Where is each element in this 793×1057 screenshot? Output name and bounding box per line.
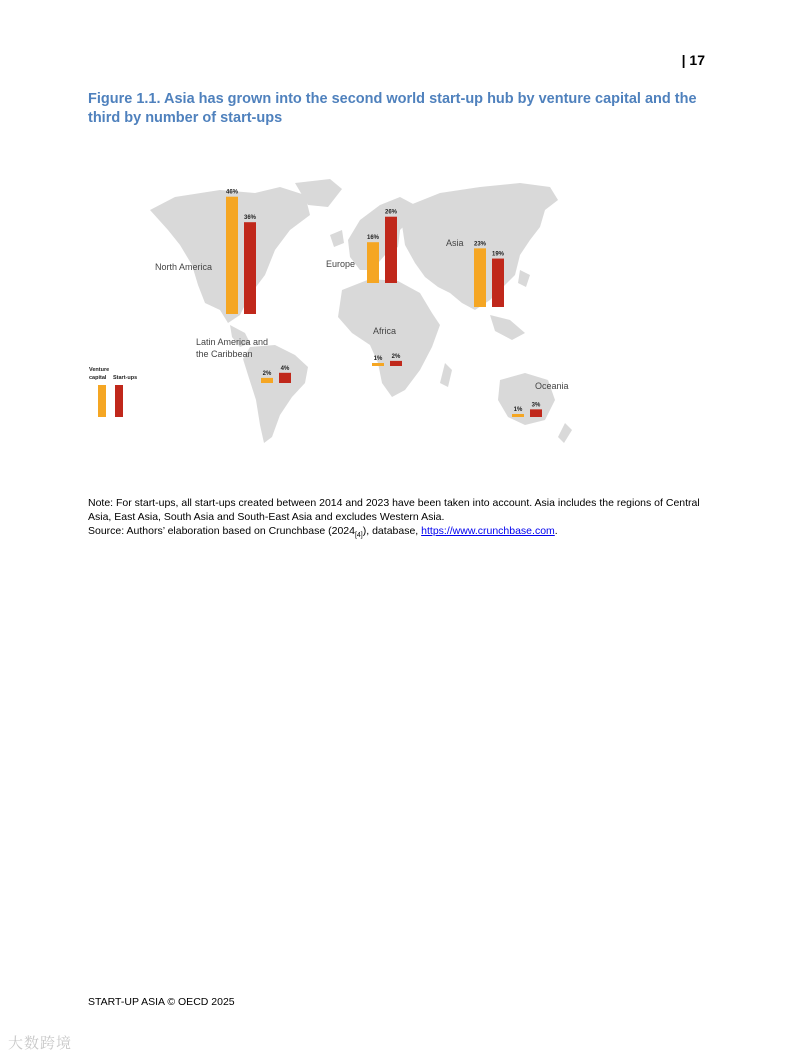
- bar-vc-oceania: [512, 414, 524, 417]
- bar-vc-asia: [474, 248, 486, 307]
- bar-vc-europe: [367, 242, 379, 283]
- figure-title: Figure 1.1. Asia has grown into the second world start-up hub by venture capital and the third by number of start-ups: [88, 91, 697, 126]
- bar-startups-europe: [385, 217, 397, 283]
- pct-label-vc-oceania: 1%: [513, 407, 523, 413]
- page-number: | 17: [681, 52, 705, 68]
- pct-label-startups-oceania: 3%: [531, 402, 541, 409]
- world-map-chart: [80, 175, 600, 455]
- pct-label-startups-asia: 19%: [491, 251, 505, 258]
- legend-label-startups: Start-ups: [113, 375, 138, 381]
- bar-startups-latin-america-and-the-caribbean: [279, 373, 291, 383]
- region-label-north-america: North America: [155, 262, 213, 272]
- region-label-latin-america-and-the-caribbean: Latin America and the Caribbean: [196, 337, 269, 359]
- bar-startups-asia: [492, 259, 504, 307]
- pct-label-vc-europe: 16%: [366, 235, 380, 242]
- pct-label-startups-latin-america-and-the-caribbean: 4%: [280, 365, 290, 372]
- bar-startups-oceania: [530, 409, 542, 417]
- region-label-asia: Asia: [446, 238, 464, 248]
- pct-label-vc-africa: 1%: [373, 356, 383, 362]
- pct-label-vc-north-america: 46%: [225, 189, 239, 196]
- note-text: Note: For start-ups, all start-ups created between 2014 and 2023 have been taken into account. Asia includes the regions of Central Asia, East Asia, South Asia and South-East Asia and excludes Western Asia.: [88, 497, 700, 523]
- world-map-background: [150, 179, 572, 443]
- region-label-oceania: Oceania: [535, 381, 569, 391]
- legend-swatch-vc: [98, 385, 106, 417]
- region-label-europe: Europe: [326, 259, 356, 269]
- region-label-africa: Africa: [373, 326, 397, 336]
- figure-notes: [88, 496, 713, 543]
- page-footer: START-UP ASIA © OECD 2025: [88, 996, 235, 1008]
- source-prefix: Source:: [88, 525, 125, 537]
- crunchbase-link[interactable]: https://www.crunchbase.com: [421, 525, 555, 537]
- bar-startups-north-america: [244, 222, 256, 314]
- chart-legend: [89, 367, 137, 417]
- watermark-logo: 大数跨境: [8, 1035, 73, 1052]
- legend-label-vc: Venture capital: [89, 367, 110, 381]
- bar-startups-africa: [390, 361, 402, 366]
- pct-label-vc-latin-america-and-the-caribbean: 2%: [262, 370, 272, 377]
- source-text: Authors’ elaboration based on Crunchbase (2024: [126, 525, 355, 537]
- pct-label-startups-north-america: 36%: [243, 215, 257, 222]
- bar-vc-africa: [372, 363, 384, 366]
- pct-label-vc-asia: 23%: [473, 241, 487, 248]
- source-line: [88, 524, 713, 543]
- source-ref: [4]: [354, 532, 363, 540]
- source-end: .: [554, 525, 558, 537]
- bar-vc-latin-america-and-the-caribbean: [261, 378, 273, 383]
- pct-label-startups-europe: 26%: [384, 209, 398, 216]
- bar-vc-north-america: [226, 197, 238, 314]
- legend-swatch-startups: [115, 385, 123, 417]
- source-after: ), database,: [362, 525, 422, 537]
- pct-label-startups-africa: 2%: [391, 353, 401, 360]
